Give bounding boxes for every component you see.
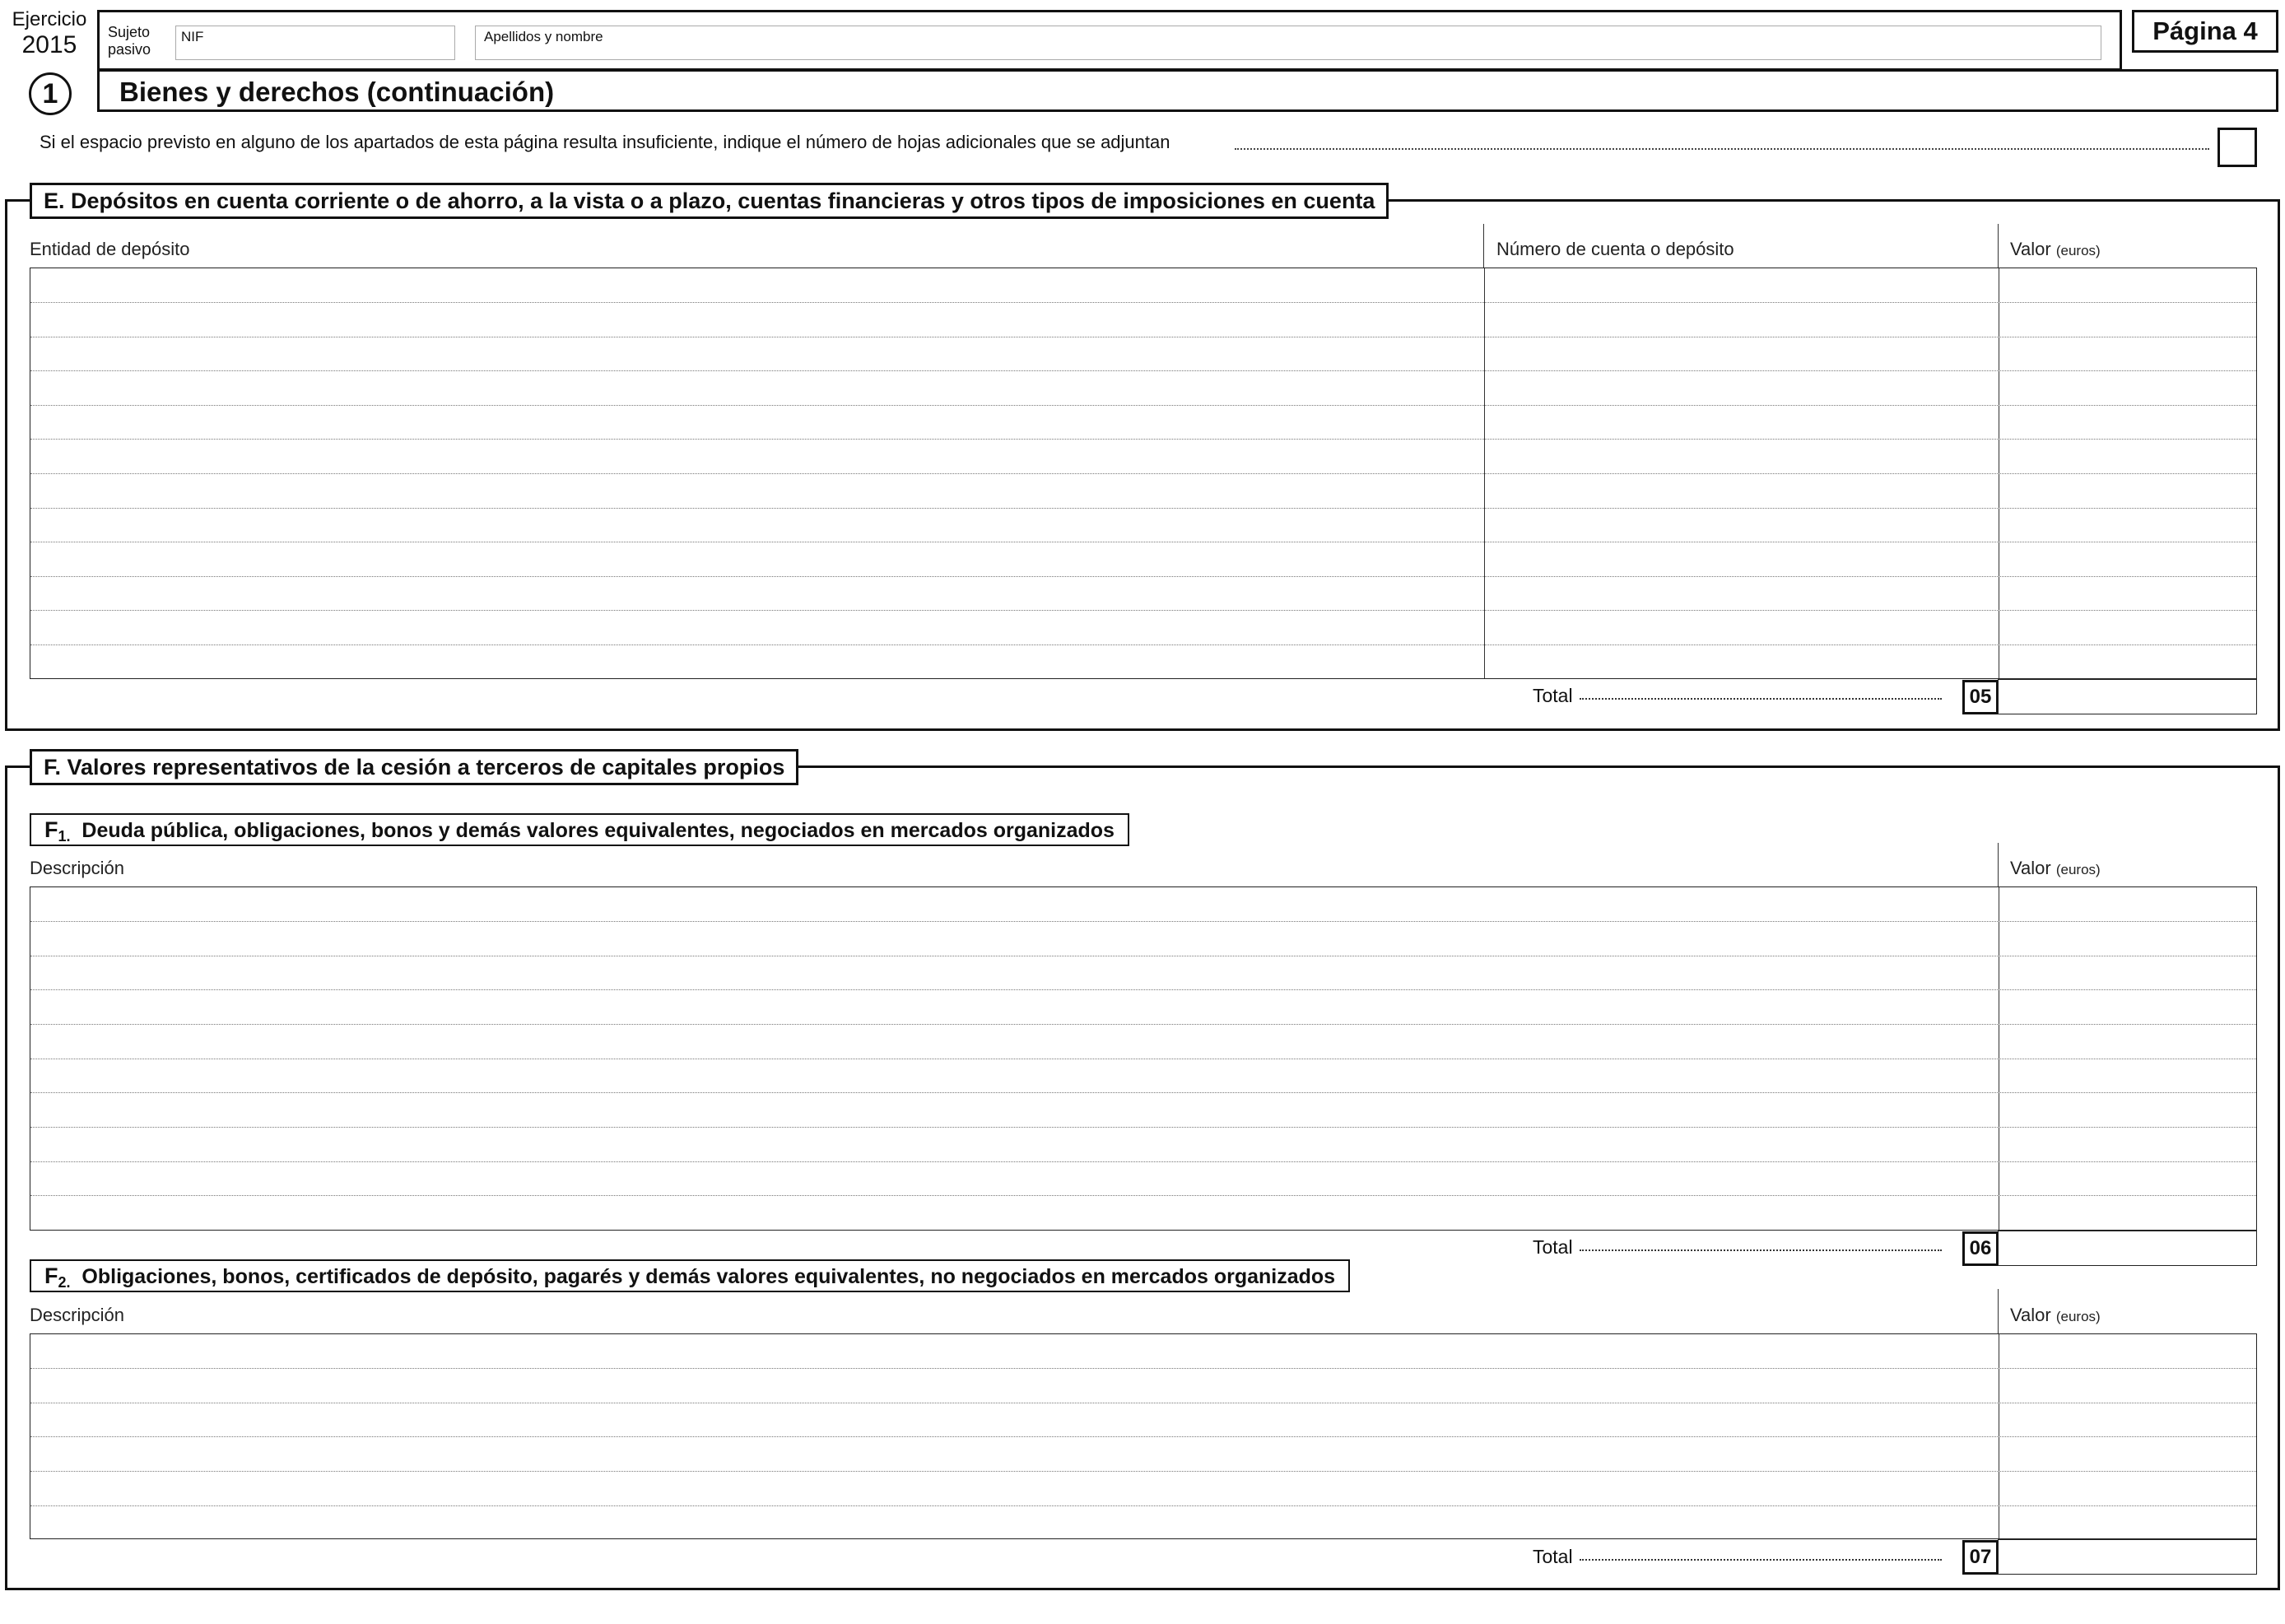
- e-row-line: [30, 644, 2256, 645]
- f2-table[interactable]: [30, 1333, 2257, 1539]
- section-f-title: F. Valores representativos de la cesión a terceros de capitales propios: [30, 749, 798, 785]
- f1-row-line: [30, 1092, 2256, 1093]
- f1-row-line: [30, 1127, 2256, 1128]
- f1-row-line: [30, 1024, 2256, 1025]
- f1-total-box-number: 06: [1962, 1231, 1999, 1266]
- f2-col-divider-top: [1998, 1289, 1999, 1334]
- ejercicio-year: 2015: [21, 31, 77, 58]
- f1-row-line: [30, 1161, 2256, 1162]
- f1-title-box: $F_{1.}$ Deuda pública, obligaciones, bonos y demás valores equivalentes, negociados en mercados organizados: [30, 813, 1129, 846]
- f1-col-divider-top: [1998, 843, 1999, 887]
- e-row-line: [30, 610, 2256, 611]
- page-number-box: [2132, 10, 2278, 53]
- page-number: Página 4: [2152, 16, 2258, 45]
- ejercicio-label: Ejercicio: [12, 8, 87, 30]
- f2-title: Obligaciones, bonos, certificados de depósito, pagarés y demás valores equivalentes, no negociados en mercados organizados: [81, 1265, 1336, 1288]
- e-row-line: [30, 370, 2256, 371]
- f1-total-value[interactable]: [1998, 1231, 2257, 1266]
- f1-table[interactable]: [30, 886, 2257, 1231]
- f1-row-line: [30, 989, 2256, 990]
- e-row-line: [30, 576, 2256, 577]
- section-title: Bienes y derechos (continuación): [119, 77, 555, 107]
- col-valor-header: Valor (euros): [2010, 239, 2101, 259]
- f1-row-line: [30, 921, 2256, 922]
- col-numero-header: Número de cuenta o depósito: [1496, 239, 1734, 259]
- sujeto-label: Sujeto pasivo: [108, 24, 151, 58]
- f2-col-descripcion-header: Descripción: [30, 1305, 124, 1325]
- section-e-title: E. Depósitos en cuenta corriente o de ahorro, a la vista o a plazo, cuentas financieras y otros tipos de imposiciones en cuenta: [30, 183, 1389, 219]
- sujeto-pasivo-box: [97, 10, 2122, 71]
- f2-row-line: [30, 1471, 2256, 1472]
- extra-sheets-text: Si el espacio previsto en alguno de los apartados de esta página resulta insuficiente, indique el número de hojas adicionales que se adjuntan: [40, 132, 1170, 152]
- f2-total-value[interactable]: [1998, 1539, 2257, 1575]
- apellidos-field[interactable]: [475, 26, 2101, 60]
- f1-row-line: [30, 1195, 2256, 1196]
- nif-label: NIF: [181, 29, 204, 44]
- f2-row-line: [30, 1505, 2256, 1506]
- f1-total-label: Total: [1533, 1236, 1942, 1259]
- e-col-divider-1-top: [1483, 224, 1484, 268]
- e-row-line: [30, 439, 2256, 440]
- f1-col-valor-header: Valor (euros): [2010, 858, 2101, 878]
- section-title-bar: [97, 69, 2278, 112]
- e-col-divider-2-top: [1998, 224, 1999, 268]
- e-total-value[interactable]: [1998, 679, 2257, 714]
- ejercicio-block: [8, 8, 91, 66]
- f2-total-box-number: 07: [1962, 1540, 1999, 1575]
- col-entidad-header: Entidad de depósito: [30, 239, 190, 259]
- f2-title-box: $F_{2.}$ Obligaciones, bonos, certificados de depósito, pagarés y demás valores equivalentes, no negociados en mercados organizados: [30, 1259, 1350, 1292]
- e-total-box-number: 05: [1962, 680, 1999, 714]
- f2-total-label: Total: [1533, 1546, 1942, 1568]
- extra-sheets-leader: [1235, 148, 2209, 150]
- e-row-line: [30, 508, 2256, 509]
- f2-row-line: [30, 1368, 2256, 1369]
- e-row-line: [30, 473, 2256, 474]
- e-row-line: [30, 405, 2256, 406]
- section-number-circle: 1: [29, 72, 72, 115]
- extra-sheets-line: [40, 132, 2213, 156]
- nif-field[interactable]: [175, 26, 455, 60]
- e-row-line: [30, 302, 2256, 303]
- f2-row-line: [30, 1436, 2256, 1437]
- section-e-table[interactable]: [30, 268, 2257, 679]
- f1-title: Deuda pública, obligaciones, bonos y demás valores equivalentes, negociados en mercados organizados: [81, 819, 1115, 842]
- e-total-label: Total: [1533, 685, 1942, 707]
- apellidos-label: Apellidos y nombre: [484, 29, 603, 44]
- f2-col-valor-header: Valor (euros): [2010, 1305, 2101, 1325]
- f1-col-descripcion-header: Descripción: [30, 858, 124, 878]
- extra-sheets-input[interactable]: [2218, 128, 2257, 167]
